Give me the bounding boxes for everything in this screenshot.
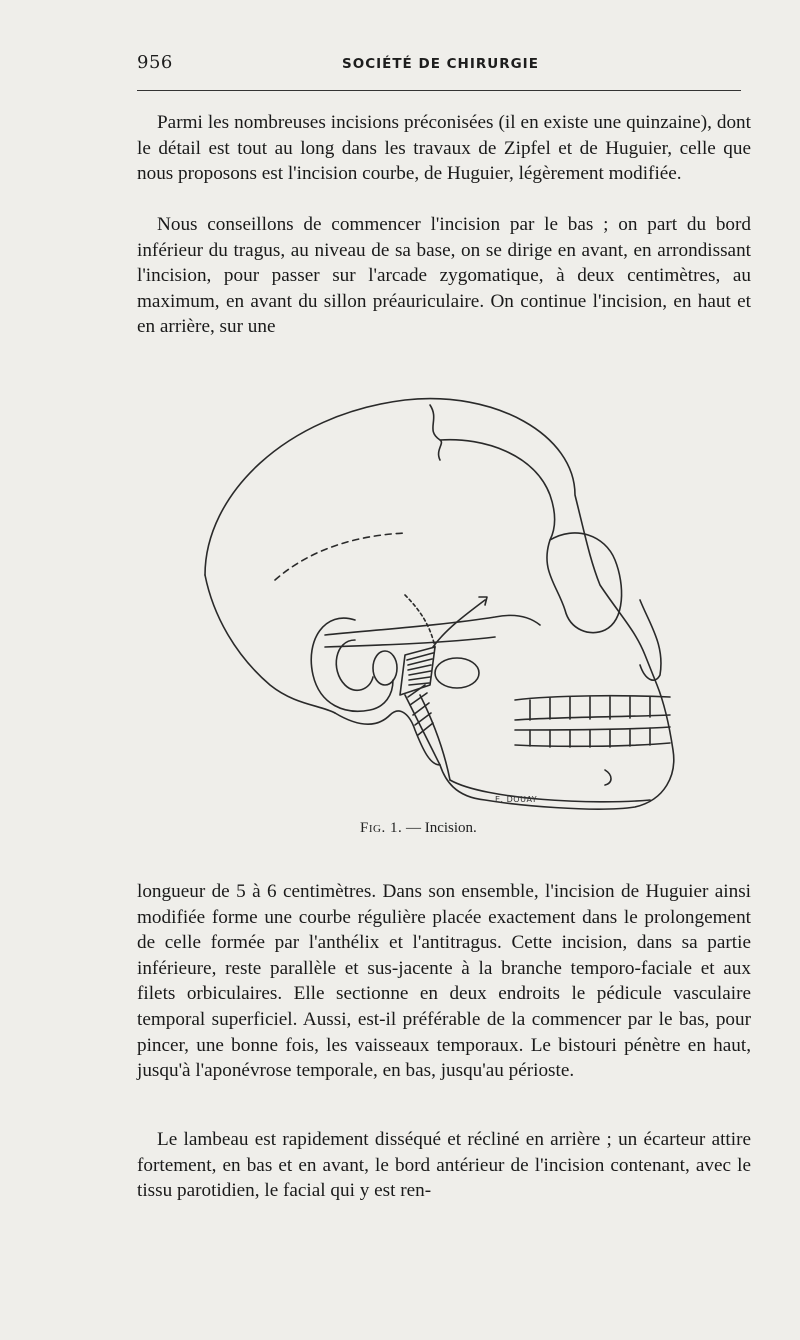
paragraph-4: Le lambeau est rapidement disséqué et récliné en arrière ; un écarteur attire fortement, en bas et en avant, le bord antérieur de l'incision contenant, avec le tissu parotidien, le facial qui y est ren- xyxy=(137,1129,751,1202)
upper-teeth xyxy=(515,696,670,700)
paragraph-2: Nous conseillons de commencer l'incision par le bas ; on part du bord inférieur du tragus, au niveau de sa base, on se dirige en avant, en arrondissant l'incision, pour passer sur l'arcade zygomatique, à deux centimètres, au maximum, en avant du sillon préauriculaire. On continue l'incision, en haut et en arrière, sur une xyxy=(137,214,751,338)
incision-line xyxy=(405,595,435,647)
caption-text: — Incision. xyxy=(405,820,477,836)
header-rule xyxy=(137,90,741,91)
paragraph-3: longueur de 5 à 6 centimètres. Dans son ensemble, l'incision de Huguier ainsi modifiée forme une courbe régulière placée exactement dans le prolongement de celle formée par l'anthélix et l'antitragus. Cette incision, dans sa partie inférieure, reste parallèle et sus-jacente à la branche temporo-faciale et aux filets orbiculaires. Elle sectionne en deux endroits le pédicule vasculaire temporal superficiel. Aussi, est-il préférable de la commencer par le bas, pour pincer, une bonne fois, les vaisseaux temporaux. Le bistouri pénètre en haut, jusqu'à l'aponévrose temporale, en bas, jusqu'au périoste. xyxy=(137,881,751,1082)
ear-canal xyxy=(373,651,397,685)
zygoma xyxy=(435,658,479,688)
artist-signature: E. DOUAY xyxy=(495,795,538,804)
paragraph-1: Parmi les nombreuses incisions préconisées (il en existe une quinzaine), dont le détail est tout au long dans les travaux de Zipfel et de Huguier, celle que nous proposons est l'incision courbe, de Huguier, légèrement modifiée. xyxy=(137,112,751,185)
coronal-suture xyxy=(430,405,441,460)
occiput-line xyxy=(205,575,335,713)
figure-caption xyxy=(360,820,477,837)
caption-label: Fig. 1. xyxy=(360,820,403,836)
orbit xyxy=(547,533,622,633)
lower-teeth xyxy=(515,727,670,730)
zygomatic-arch xyxy=(325,615,540,635)
page-number: 956 xyxy=(137,52,173,73)
running-title: SOCIÉTÉ DE CHIRURGIE xyxy=(342,56,539,72)
skull-illustration xyxy=(195,385,695,815)
